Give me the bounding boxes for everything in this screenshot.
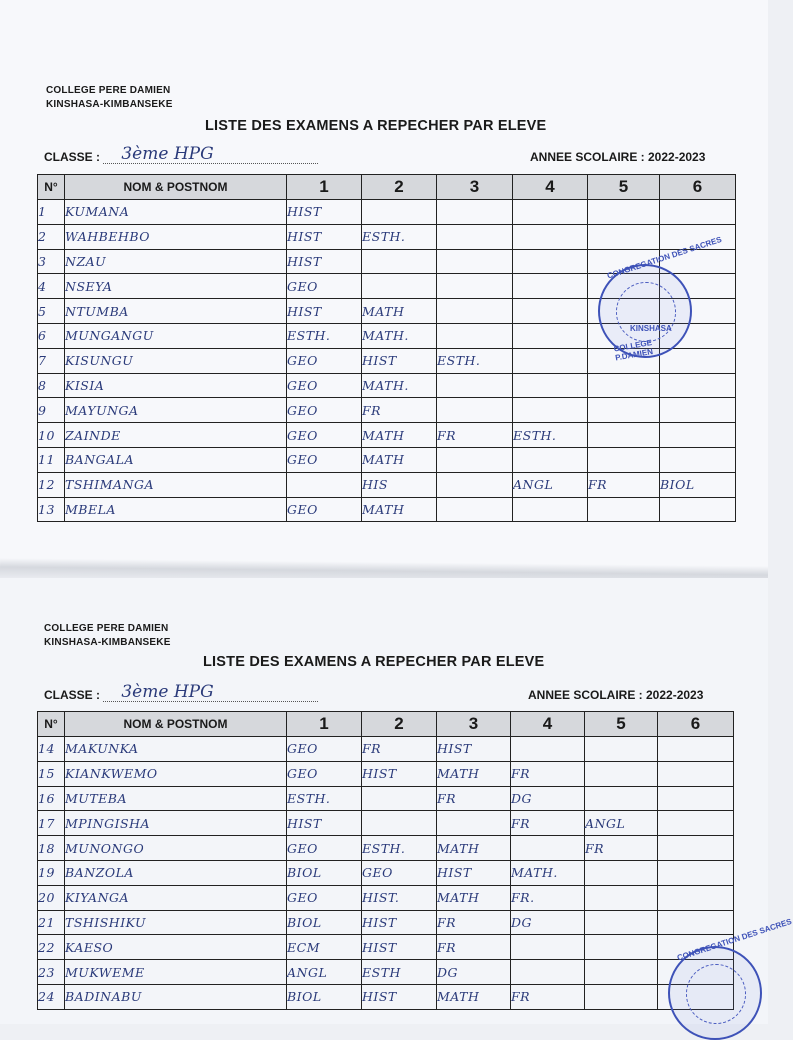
student-number: 9 [38, 398, 65, 423]
exam-subject-cell: BIOL [287, 984, 362, 1009]
exam-subject-cell: ESTH. [513, 423, 588, 448]
exam-subject-cell [437, 398, 513, 423]
exam-subject-cell: ESTH. [287, 323, 362, 348]
exam-subject-cell: FR [362, 398, 437, 423]
exam-subject-cell [362, 200, 437, 225]
student-name: BANGALA [65, 447, 287, 472]
student-number: 10 [38, 423, 65, 448]
exam-subject-cell: HIST [287, 224, 362, 249]
exam-subject-cell [513, 447, 588, 472]
exam-subject-cell [658, 910, 734, 935]
exam-subject-cell [585, 786, 658, 811]
exam-subject-cell [437, 249, 513, 274]
exam-subject-cell: GEO [362, 860, 437, 885]
table-row [38, 224, 736, 249]
school-name: COLLEGE PERE DAMIEN [44, 623, 169, 634]
student-name: WAHBEHBO [65, 224, 287, 249]
exam-subject-cell [588, 373, 660, 398]
exam-subject-cell: MATH. [362, 373, 437, 398]
header-col-6: 6 [660, 175, 736, 200]
student-number: 5 [38, 299, 65, 324]
header-col-1: 1 [287, 712, 362, 737]
table-body [38, 200, 736, 522]
exam-subject-cell: HIST [287, 200, 362, 225]
exam-subject-cell [287, 472, 362, 497]
student-number: 19 [38, 860, 65, 885]
exam-subject-cell: HIS [362, 472, 437, 497]
exam-subject-cell [588, 398, 660, 423]
exam-subject-cell: FR [362, 737, 437, 762]
exam-subject-cell [362, 249, 437, 274]
table-row [38, 860, 734, 885]
exam-subject-cell: HIST [287, 811, 362, 836]
document-title: LISTE DES EXAMENS A REPECHER PAR ELEVE [205, 118, 547, 134]
student-number: 18 [38, 836, 65, 861]
student-name: ZAINDE [65, 423, 287, 448]
school-location: KINSHASA-KIMBANSEKE [44, 637, 171, 648]
exam-subject-cell [660, 200, 736, 225]
exam-subject-cell [585, 910, 658, 935]
classe-label: CLASSE : [44, 150, 101, 164]
header-number: N° [38, 712, 65, 737]
exam-subject-cell [660, 398, 736, 423]
student-number: 14 [38, 737, 65, 762]
classe-label: CLASSE : [44, 688, 101, 702]
exam-subject-cell: GEO [287, 447, 362, 472]
table-row [38, 423, 736, 448]
exam-subject-cell: MATH [437, 761, 511, 786]
student-number: 12 [38, 472, 65, 497]
exam-subject-cell: MATH [362, 447, 437, 472]
student-name: TSHISHIKU [65, 910, 287, 935]
exam-subject-cell: ESTH [362, 960, 437, 985]
exam-subject-cell: MATH [362, 497, 437, 522]
student-name: MAYUNGA [65, 398, 287, 423]
exam-subject-cell: HIST [362, 935, 437, 960]
exam-subject-cell: HIST. [362, 885, 437, 910]
table-row [38, 398, 736, 423]
exam-subject-cell: GEO [287, 497, 362, 522]
student-number: 3 [38, 249, 65, 274]
header-name: NOM & POSTNOM [65, 712, 287, 737]
exam-subject-cell [437, 373, 513, 398]
exam-subject-cell: GEO [287, 761, 362, 786]
table-row [38, 811, 734, 836]
exam-subject-cell [588, 423, 660, 448]
exam-subject-cell [585, 935, 658, 960]
exam-subject-cell [437, 472, 513, 497]
exam-subject-cell [585, 984, 658, 1009]
exam-subject-cell: HIST [362, 910, 437, 935]
exam-subject-cell [437, 224, 513, 249]
student-name: MBELA [65, 497, 287, 522]
exam-subject-cell [513, 274, 588, 299]
header-col-5: 5 [588, 175, 660, 200]
exam-subject-cell: GEO [287, 274, 362, 299]
exam-subject-cell: MATH. [362, 323, 437, 348]
header-col-1: 1 [287, 175, 362, 200]
school-year: ANNEE SCOLAIRE : 2022-2023 [528, 688, 704, 702]
student-name: MUKWEME [65, 960, 287, 985]
table-row [38, 761, 734, 786]
student-name: MUNONGO [65, 836, 287, 861]
exam-subject-cell: GEO [287, 836, 362, 861]
student-name: BANZOLA [65, 860, 287, 885]
exam-subject-cell: FR [437, 910, 511, 935]
exam-subject-cell: MATH. [511, 860, 585, 885]
exam-subject-cell [437, 497, 513, 522]
exam-subject-cell: DG [437, 960, 511, 985]
exam-subject-cell [362, 786, 437, 811]
header-col-6: 6 [658, 712, 734, 737]
congregation-stamp [598, 234, 723, 363]
exam-subject-cell [511, 960, 585, 985]
exam-subject-cell [513, 299, 588, 324]
exam-subject-cell: GEO [287, 885, 362, 910]
header-col-3: 3 [437, 175, 513, 200]
student-number: 20 [38, 885, 65, 910]
exam-subject-cell: BIOL [660, 472, 736, 497]
school-header [44, 622, 171, 650]
stamp-bottom-text: COLLEGE P.DAMIEN [613, 338, 654, 363]
exam-subject-cell [585, 761, 658, 786]
exam-subject-cell: FR. [511, 885, 585, 910]
exam-subject-cell: MATH [437, 885, 511, 910]
exam-subject-cell: BIOL [287, 910, 362, 935]
table-row [38, 836, 734, 861]
table-body [38, 737, 734, 1010]
exam-subject-cell [588, 200, 660, 225]
header-name: NOM & POSTNOM [65, 175, 287, 200]
document-title: LISTE DES EXAMENS A REPECHER PAR ELEVE [203, 654, 545, 670]
student-name: NZAU [65, 249, 287, 274]
exam-subject-cell: MATH [437, 984, 511, 1009]
exam-subject-cell: FR [585, 836, 658, 861]
exam-subject-cell [513, 249, 588, 274]
student-number: 2 [38, 224, 65, 249]
exam-subject-cell: DG [511, 786, 585, 811]
exam-subject-cell [658, 885, 734, 910]
student-number: 6 [38, 323, 65, 348]
exam-subject-cell: GEO [287, 348, 362, 373]
exam-subject-cell: HIST [362, 761, 437, 786]
student-name: MUTEBA [65, 786, 287, 811]
student-number: 11 [38, 447, 65, 472]
exam-subject-cell: ESTH. [287, 786, 362, 811]
student-number: 16 [38, 786, 65, 811]
exam-subject-cell [437, 447, 513, 472]
header-col-2: 2 [362, 712, 437, 737]
congregation-stamp [668, 916, 793, 1040]
exam-subject-cell [585, 737, 658, 762]
stamp-ring-text: CONGREGATION DES SACRES [676, 916, 793, 963]
header-col-3: 3 [437, 712, 511, 737]
exam-subject-cell [660, 447, 736, 472]
student-number: 1 [38, 200, 65, 225]
exam-subject-cell [658, 786, 734, 811]
exam-subject-cell [585, 960, 658, 985]
school-year: ANNEE SCOLAIRE : 2022-2023 [530, 150, 706, 164]
exam-subject-cell: ECM [287, 935, 362, 960]
student-number: 21 [38, 910, 65, 935]
exam-subject-cell [437, 323, 513, 348]
exam-subject-cell [511, 836, 585, 861]
stamp-ring-text: CONGREGATION DES SACRES [606, 234, 723, 281]
classe-line [44, 682, 318, 702]
exam-subject-cell: HIST [362, 348, 437, 373]
exam-subject-cell [437, 274, 513, 299]
table-row [38, 373, 736, 398]
exam-subject-cell [362, 811, 437, 836]
table-header-row [38, 712, 734, 737]
school-location: KINSHASA-KIMBANSEKE [46, 99, 173, 110]
exam-subject-cell: GEO [287, 423, 362, 448]
exam-subject-cell: FR [437, 423, 513, 448]
table-row [38, 910, 734, 935]
student-number: 8 [38, 373, 65, 398]
exam-subject-cell [513, 348, 588, 373]
student-number: 15 [38, 761, 65, 786]
table-row [38, 885, 734, 910]
exam-subject-cell [511, 737, 585, 762]
exam-subject-cell: FR [437, 935, 511, 960]
student-number: 13 [38, 497, 65, 522]
exam-subject-cell: ANGL [513, 472, 588, 497]
stamp-city: KINSHASA [630, 324, 672, 333]
student-name: MAKUNKA [65, 737, 287, 762]
exam-subject-cell [437, 299, 513, 324]
exam-subject-cell [658, 836, 734, 861]
student-number: 4 [38, 274, 65, 299]
student-name: KISUNGU [65, 348, 287, 373]
exam-subject-cell [437, 811, 511, 836]
exam-subject-cell: GEO [287, 373, 362, 398]
student-name: BADINABU [65, 984, 287, 1009]
header-col-4: 4 [513, 175, 588, 200]
exam-subject-cell: FR [588, 472, 660, 497]
exam-subject-cell: BIOL [287, 860, 362, 885]
exam-subject-cell [658, 811, 734, 836]
table-row [38, 200, 736, 225]
exam-subject-cell [585, 860, 658, 885]
exam-subject-cell [658, 761, 734, 786]
exam-subject-cell [660, 497, 736, 522]
exam-subject-cell: DG [511, 910, 585, 935]
exam-subject-cell [588, 447, 660, 472]
student-number: 7 [38, 348, 65, 373]
school-name: COLLEGE PERE DAMIEN [46, 85, 171, 96]
exam-subject-cell: GEO [287, 737, 362, 762]
exam-subject-cell: ESTH. [437, 348, 513, 373]
exam-subject-cell: FR [511, 761, 585, 786]
student-number: 22 [38, 935, 65, 960]
table-row [38, 737, 734, 762]
exam-subject-cell: GEO [287, 398, 362, 423]
table-row [38, 984, 734, 1009]
exam-subject-cell [588, 497, 660, 522]
header-number: N° [38, 175, 65, 200]
classe-value: 3ème HPG [121, 682, 214, 702]
classe-line [44, 144, 318, 164]
exam-subject-cell: MATH [362, 299, 437, 324]
exam-subject-cell: MATH [362, 423, 437, 448]
exam-subject-cell [513, 497, 588, 522]
student-number: 23 [38, 960, 65, 985]
exam-subject-cell: FR [511, 984, 585, 1009]
student-name: KAESO [65, 935, 287, 960]
exam-subject-cell: ANGL [287, 960, 362, 985]
student-name: KUMANA [65, 200, 287, 225]
table-row [38, 786, 734, 811]
exam-subject-cell [511, 935, 585, 960]
table-row [38, 447, 736, 472]
exam-subject-cell [513, 323, 588, 348]
exam-subject-cell: ESTH. [362, 836, 437, 861]
exam-subject-cell: HIST [437, 737, 511, 762]
student-name: KIANKWEMO [65, 761, 287, 786]
exam-subject-cell: HIST [437, 860, 511, 885]
table-row [38, 935, 734, 960]
student-name: MPINGISHA [65, 811, 287, 836]
exam-subject-cell [585, 885, 658, 910]
exam-subject-cell [362, 274, 437, 299]
student-name: TSHIMANGA [65, 472, 287, 497]
exam-subject-cell [513, 200, 588, 225]
header-col-4: 4 [511, 712, 585, 737]
exam-table [37, 711, 734, 1010]
exam-subject-cell [658, 860, 734, 885]
header-col-5: 5 [585, 712, 658, 737]
exam-subject-cell [513, 373, 588, 398]
exam-subject-cell [513, 224, 588, 249]
student-name: NSEYA [65, 274, 287, 299]
table-row [38, 960, 734, 985]
school-header [46, 84, 173, 112]
exam-subject-cell: MATH [437, 836, 511, 861]
student-number: 17 [38, 811, 65, 836]
student-name: KISIA [65, 373, 287, 398]
exam-subject-cell: FR [511, 811, 585, 836]
exam-subject-cell: HIST [287, 249, 362, 274]
student-number: 24 [38, 984, 65, 1009]
table-row [38, 497, 736, 522]
exam-subject-cell [588, 224, 660, 249]
exam-subject-cell [513, 398, 588, 423]
exam-subject-cell [437, 200, 513, 225]
student-name: MUNGANGU [65, 323, 287, 348]
exam-subject-cell: HIST [362, 984, 437, 1009]
exam-subject-cell [660, 373, 736, 398]
classe-value: 3ème HPG [121, 144, 214, 164]
exam-subject-cell [660, 423, 736, 448]
exam-subject-cell: ANGL [585, 811, 658, 836]
table-row [38, 472, 736, 497]
student-name: KIYANGA [65, 885, 287, 910]
exam-subject-cell [658, 737, 734, 762]
exam-subject-cell: FR [437, 786, 511, 811]
exam-subject-cell: HIST [287, 299, 362, 324]
header-col-2: 2 [362, 175, 437, 200]
exam-list-sheet-2 [0, 578, 793, 1024]
student-name: NTUMBA [65, 299, 287, 324]
exam-subject-cell: ESTH. [362, 224, 437, 249]
table-header-row [38, 175, 736, 200]
